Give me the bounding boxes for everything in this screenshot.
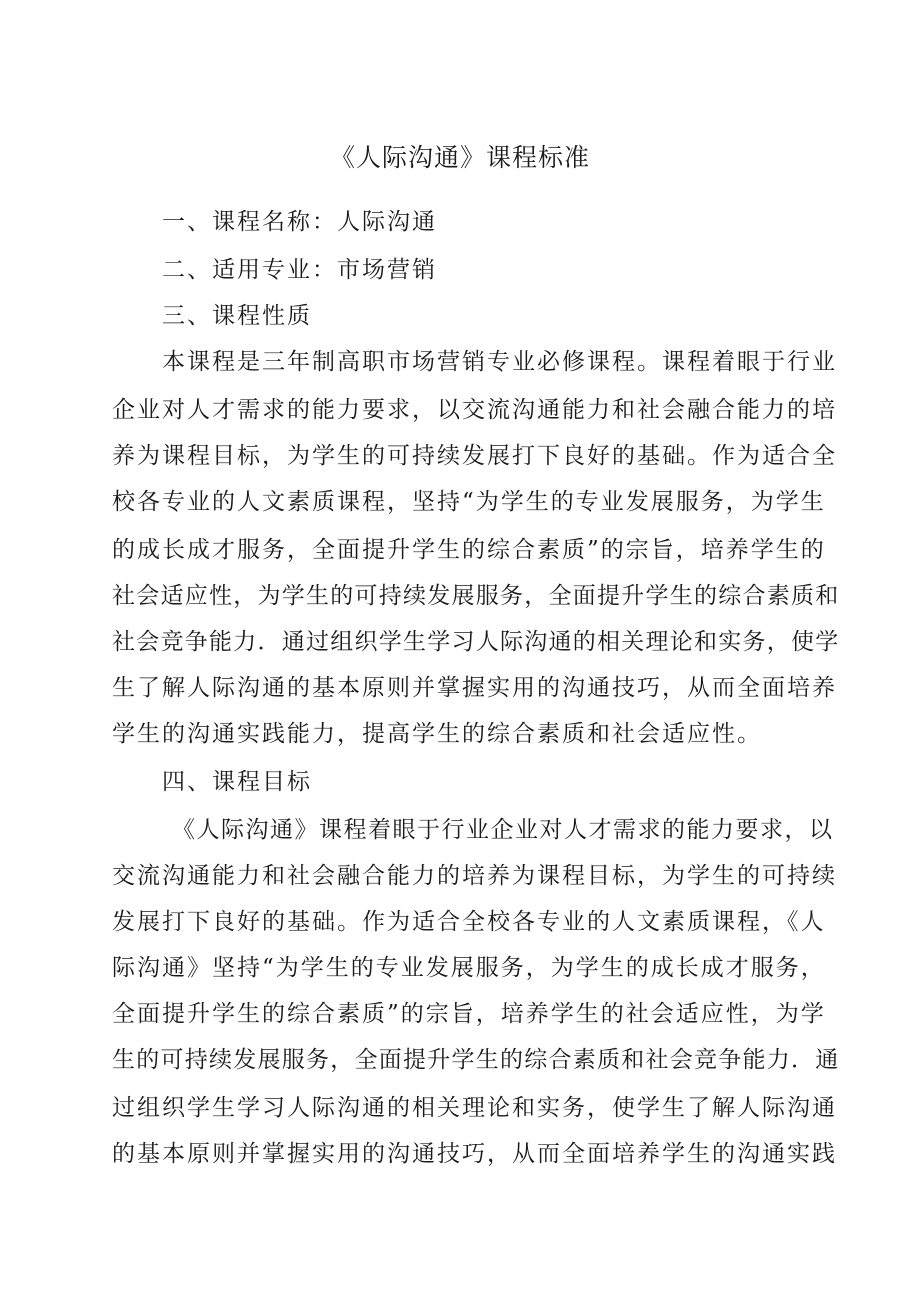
heading-course-name: 一、课程名称：人际沟通 <box>162 209 437 235</box>
paragraph-line: 发展打下良好的基础。作为适合全校各专业的人文素质课程，《人 <box>112 909 826 935</box>
paragraph-line: 本课程是三年制高职市场营销专业必修课程。课程着眼于行业 <box>162 349 837 375</box>
paragraph-line: 养为课程目标，为学生的可持续发展打下良好的基础。作为适合全 <box>112 443 837 469</box>
paragraph-line: 校各专业的人文素质课程，坚持“为学生的专业发展服务，为学生 <box>112 489 826 515</box>
paragraph-line: 际沟通》坚持“为学生的专业发展服务，为学生的成长成才服务， <box>112 955 826 981</box>
paragraph-line: 社会适应性，为学生的可持续发展服务，全面提升学生的综合素质和 <box>112 583 840 609</box>
paragraph-line: 的基本原则并掌握实用的沟通技巧，从而全面培养学生的沟通实践 <box>112 1141 837 1167</box>
paragraph-line: 学生的沟通实践能力，提高学生的综合素质和社会适应性。 <box>112 721 762 747</box>
paragraph-line: 社会竞争能力．通过组织学生学习人际沟通的相关理论和实务，使学 <box>112 629 840 655</box>
paragraph-line: 全面提升学生的综合素质”的宗旨，培养学生的社会适应性，为学 <box>112 1001 826 1027</box>
heading-major: 二、适用专业：市场营销 <box>162 257 437 283</box>
paragraph-line: 交流沟通能力和社会融合能力的培养为课程目标，为学生的可持续 <box>112 863 837 889</box>
paragraph-line: 生了解人际沟通的基本原则并掌握实用的沟通技巧，从而全面培养 <box>112 675 837 701</box>
paragraph-line: 企业对人才需求的能力要求，以交流沟通能力和社会融合能力的培 <box>112 397 837 423</box>
paragraph-line: 过组织学生学习人际沟通的相关理论和实务，使学生了解人际沟通 <box>112 1095 837 1121</box>
paragraph-line: 生的可持续发展服务，全面提升学生的综合素质和社会竞争能力．通 <box>112 1047 840 1073</box>
paragraph-line: 《人际沟通》课程着眼于行业企业对人才需求的能力要求，以 <box>172 817 834 843</box>
paragraph-line: 的成长成才服务，全面提升学生的综合素质”的宗旨，培养学生的 <box>112 537 826 563</box>
document-title: 《人际沟通》课程标准 <box>329 143 590 172</box>
heading-nature: 三、课程性质 <box>162 303 312 329</box>
heading-objectives: 四、课程目标 <box>162 769 312 795</box>
